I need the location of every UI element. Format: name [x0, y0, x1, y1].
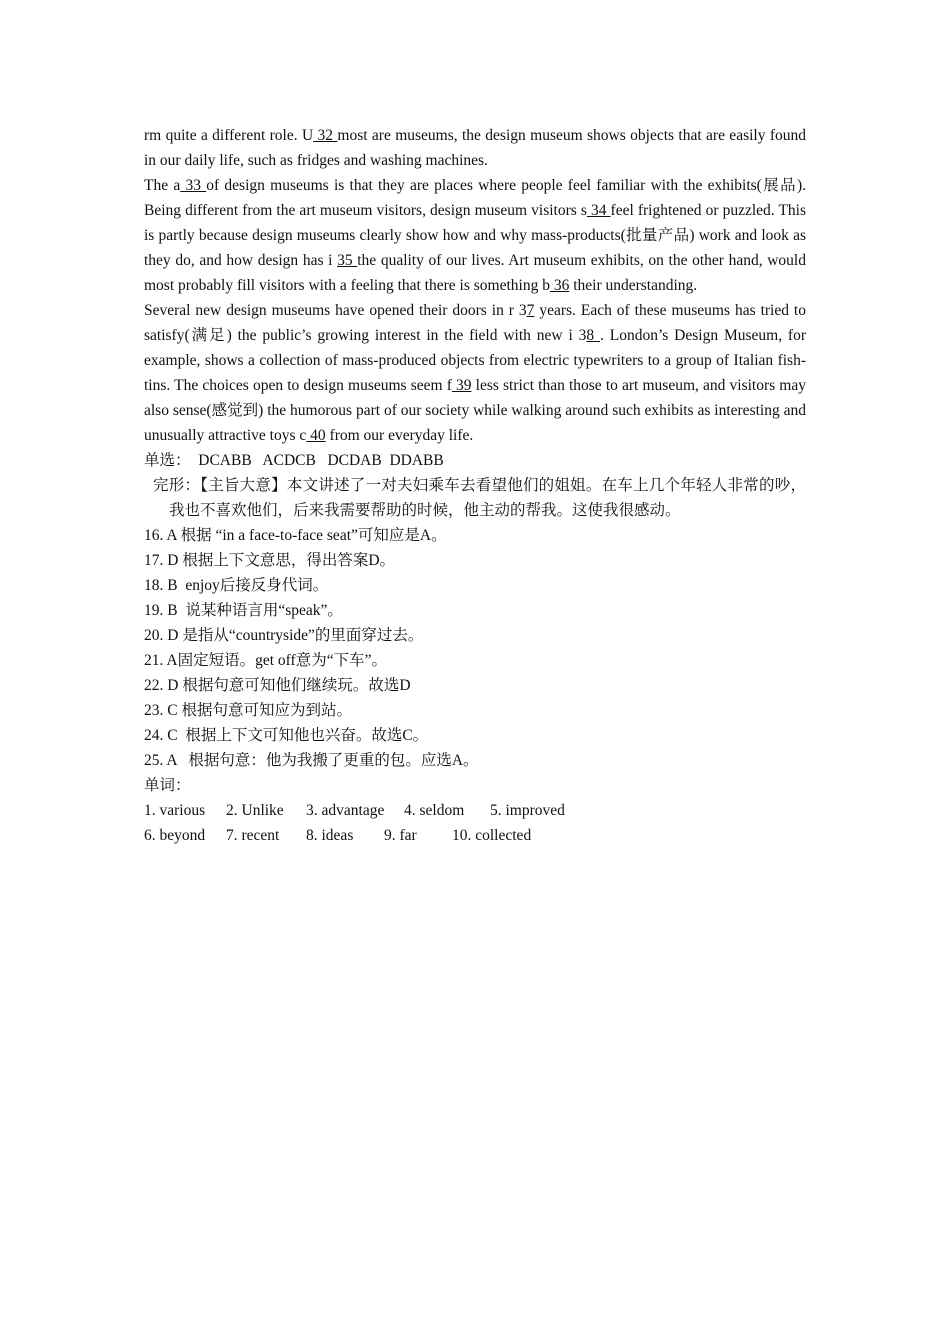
text-run: Several new design museums have opened their doors in r 3	[144, 302, 527, 319]
answer-18: 18. B enjoy后接反身代词。	[144, 577, 329, 594]
text-run: The a	[144, 177, 181, 194]
answer-21: 21. A固定短语。get off意为“下车”。	[144, 652, 387, 669]
vocab-row-2	[144, 823, 806, 848]
text-run: most are museums, the design museum shows objects that are easily found in our daily life, such as fridges and washing machines.	[144, 127, 806, 169]
answer-23: 23. C 根据句意可知应为到站。	[144, 702, 352, 719]
text-run: of design museums is that they are places where people feel familiar with the exhibits(展品). Being different from the art museum visitors, design museum visitors s	[144, 177, 807, 219]
vocab-item: 3. advantage	[306, 802, 385, 819]
blank-36: 36	[549, 277, 570, 294]
answer-20: 20. D 是指从“countryside”的里面穿过去。	[144, 627, 424, 644]
document-page	[144, 123, 806, 848]
passage-paragraph-2	[144, 173, 806, 298]
single-choice-answers: 单选： DCABB ACDCB DCDAB DDABB	[144, 452, 444, 469]
answer-17: 17. D 根据上下文意思，得出答案D。	[144, 552, 396, 569]
passage-paragraph-1	[144, 123, 806, 173]
blank-39: 39	[451, 377, 472, 394]
vocab-title: 单词：	[144, 777, 191, 794]
vocab-item: 7. recent	[226, 827, 280, 844]
blank-40: 40	[306, 427, 326, 444]
blank-32: 32	[313, 127, 338, 144]
text-run: the quality of our lives. Art museum exhibits, on the other hand, would most probably fill visitors with a feeling that there is something b	[144, 252, 806, 294]
blank-35: 35	[337, 252, 358, 269]
passage-paragraph-3	[144, 298, 806, 448]
text-run: years. Each of these museums has tried to satisfy(满足) the public’s growing interest in the field with new i 3	[144, 302, 806, 344]
blank-37: 7	[526, 302, 535, 319]
vocab-item: 5. improved	[490, 802, 565, 819]
answer-22: 22. D 根据句意可知他们继续玩。故选D	[144, 677, 411, 694]
blank-38: 8	[586, 327, 601, 344]
text-run: rm quite a different role. U	[144, 127, 314, 144]
vocab-item: 8. ideas	[306, 827, 354, 844]
answer-25: 25. A 根据句意：他为我搬了更重的包。应选A。	[144, 752, 479, 769]
blank-34: 34	[586, 202, 611, 219]
text-run: their understanding.	[569, 277, 698, 294]
vocab-item: 6. beyond	[144, 827, 206, 844]
vocab-row-1	[144, 798, 806, 823]
answer-24: 24. C 根据上下文可知他也兴奋。故选C。	[144, 727, 429, 744]
text-run: . London’s Design Museum, for example, shows a collection of mass-produced objects from electric typewriters to a group of Italian fish-tins. The choices open to design museums seem f	[144, 327, 807, 394]
vocab-item: 2. Unlike	[226, 802, 284, 819]
answer-19: 19. B 说某种语言用“speak”。	[144, 602, 343, 619]
vocab-item: 10. collected	[452, 827, 532, 844]
vocab-item: 9. far	[384, 827, 417, 844]
cloze-summary: 完形：【主旨大意】本文讲述了一对夫妇乘车去看望他们的姐姐。在车上几个年轻人非常的吵，我也不喜欢他们，后来我需要帮助的时候，他主动的帮我。这使我很感动。	[153, 477, 806, 519]
text-run: from our everyday life.	[325, 427, 474, 444]
vocab-item: 1. various	[144, 802, 206, 819]
text-run: less strict than those to art museum, and visitors may also sense(感觉到) the humorous part of our society while walking around such exhibits as interesting and unusually attractive toys c	[144, 377, 806, 444]
blank-33: 33	[180, 177, 207, 194]
vocab-item: 4. seldom	[404, 802, 465, 819]
text-run: feel frightened or puzzled. This is partly because design museums clearly show how and why mass-products(批量产品) work and look as they do, and how design has i	[144, 202, 806, 269]
answer-16: 16. A 根据 “in a face-to-face seat”可知应是A。	[144, 527, 447, 544]
